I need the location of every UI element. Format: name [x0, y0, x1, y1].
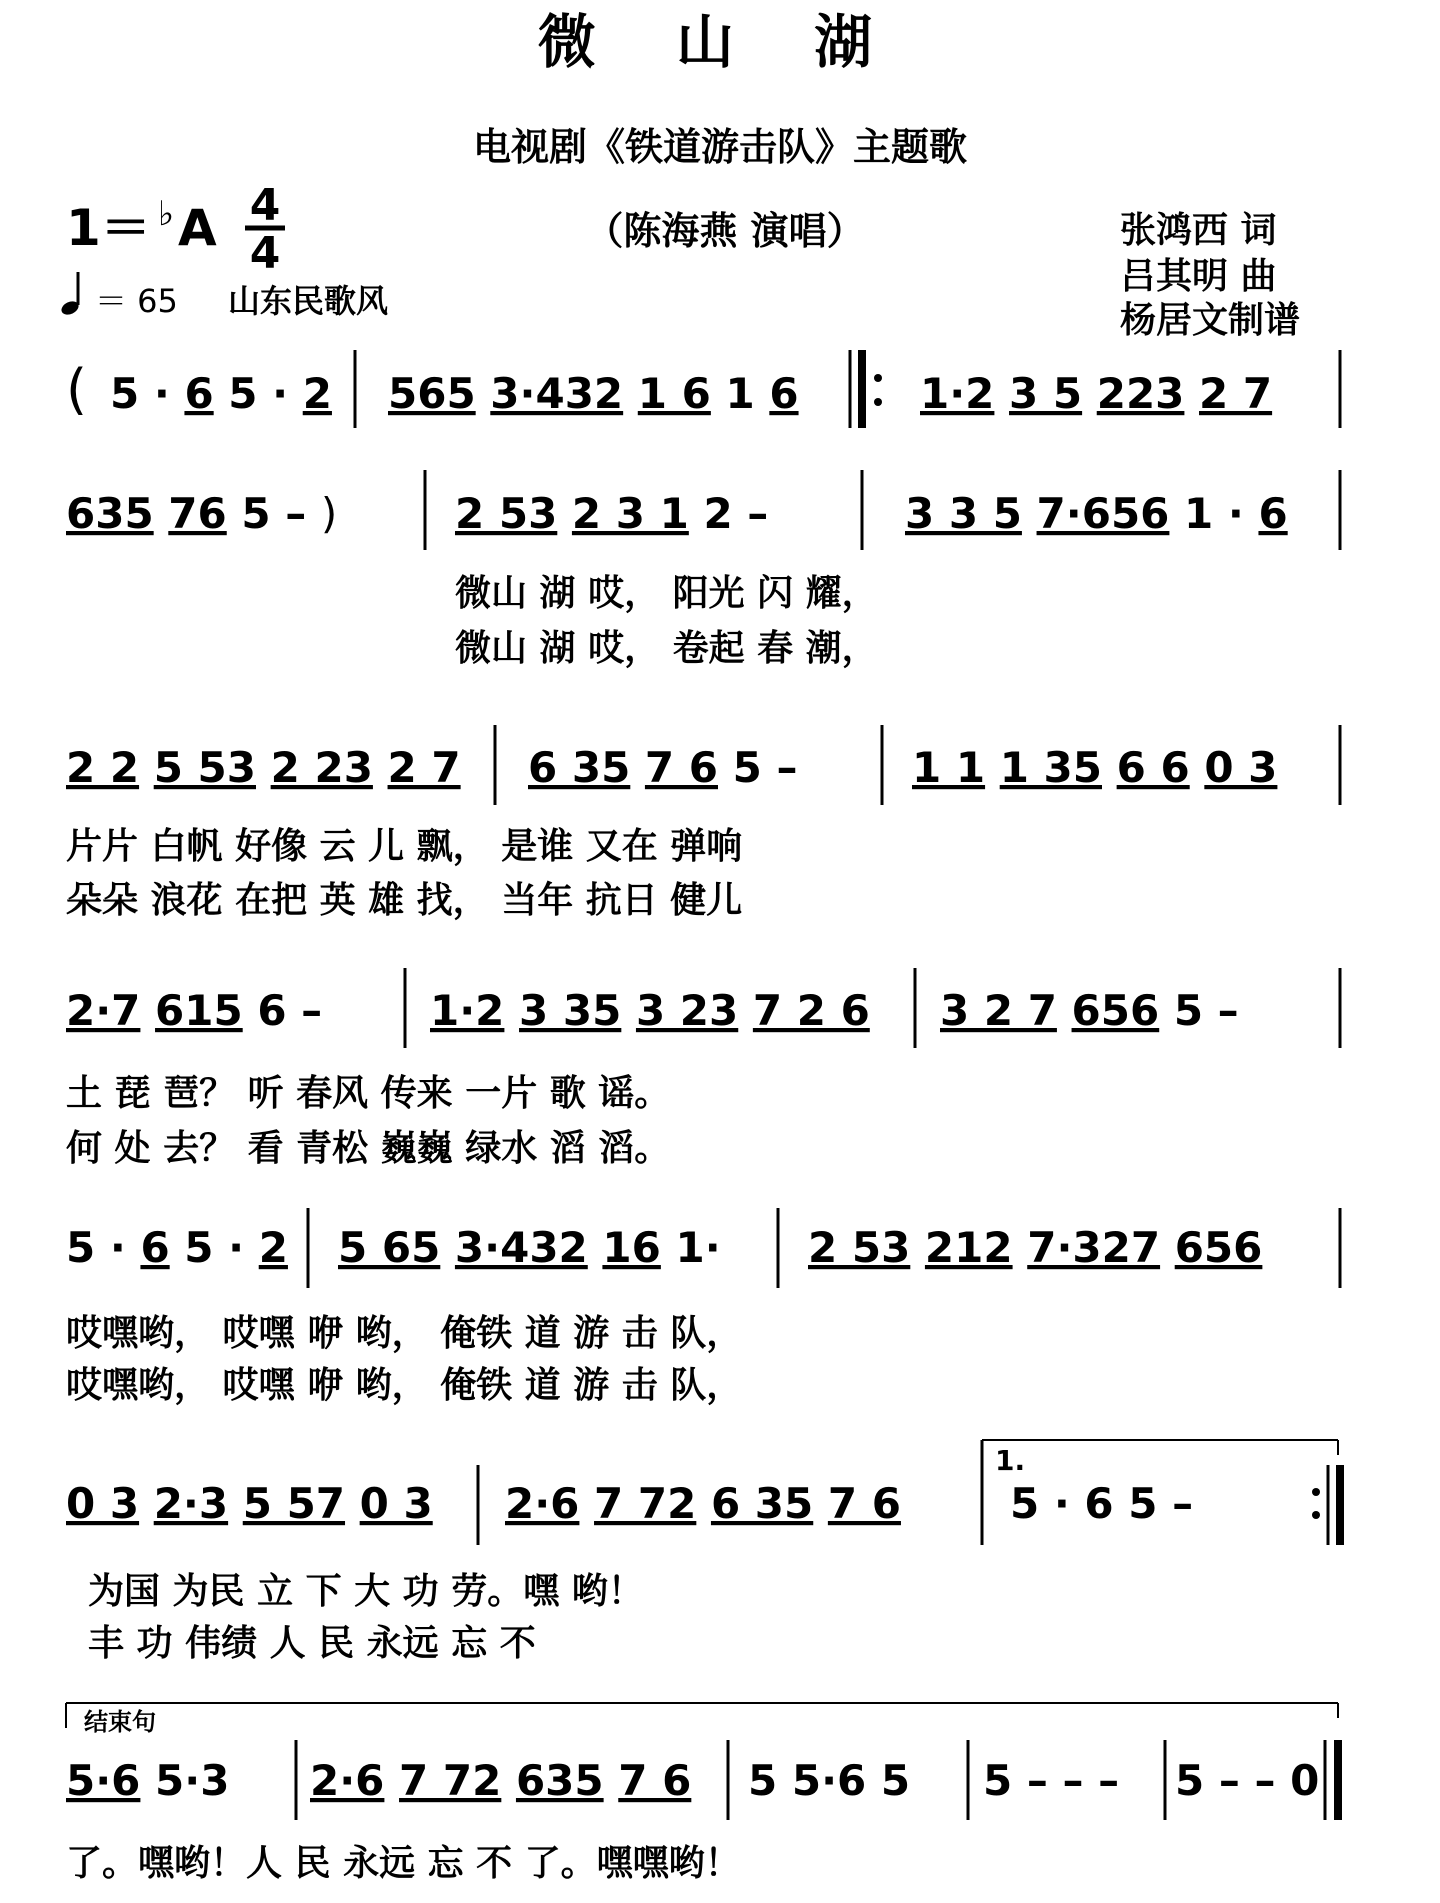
- lyric-line: 为国 为民 立 下 大 功 劳。嘿 哟！: [88, 1570, 644, 1612]
- lyric-line: 土 琵 琶？ 听 春风 传来 一片 歌 谣。: [66, 1072, 671, 1114]
- svg-text:5 · 6 5 –: 5 · 6 5 –: [1010, 1479, 1194, 1528]
- svg-text:5 – – 0: 5 – – 0: [1175, 1756, 1320, 1805]
- lyric-line: 哎嘿哟， 哎嘿 咿 哟， 俺铁 道 游 击 队，: [66, 1364, 743, 1406]
- system-6-lyrics: [88, 1570, 644, 1664]
- svg-text:＝ 65: ＝ 65: [95, 282, 178, 320]
- system-2-lyrics: [455, 572, 878, 669]
- lyric-line: 何 处 去？ 看 青松 巍巍 绿水 滔 滔。: [66, 1127, 671, 1169]
- lyric-line: 丰 功 伟绩 人 民 永远 忘 不: [88, 1622, 536, 1664]
- ending-bracket: [66, 1703, 1338, 1736]
- svg-text:1·2 3 35 3 23 7 2 6: 1·2 3 35 3 23 7 2 6: [430, 986, 870, 1035]
- volta-bracket: [982, 1440, 1338, 1477]
- svg-text:5·6 5·3: 5·6 5·3: [66, 1756, 230, 1805]
- lyricist-credit: 张鸿西 词: [1120, 209, 1277, 251]
- svg-text:2·7 615 6 –: 2·7 615 6 –: [66, 986, 323, 1035]
- svg-text:6 35 7 6 5 –: 6 35 7 6 5 –: [528, 743, 798, 792]
- system-3: [66, 725, 1340, 805]
- svg-text:1·2 3 5 223 2 7: 1·2 3 5 223 2 7: [920, 369, 1273, 418]
- system-5-lyrics: [66, 1312, 742, 1406]
- key-signature: [66, 194, 217, 257]
- svg-text:A: A: [178, 199, 217, 257]
- credits: [1120, 209, 1300, 341]
- system-7: [66, 1740, 1338, 1820]
- lyric-line: 片片 白帆 好像 云 儿 飘， 是谁 又在 弹响: [66, 825, 743, 867]
- lyric-line: 微山 湖 哎， 阳光 闪 耀，: [455, 572, 878, 614]
- system-7-lyrics: [66, 1842, 741, 1884]
- ending-label: 结束句: [84, 1707, 156, 1736]
- style-marking: 山东民歌风: [228, 282, 389, 320]
- svg-text:2·6 7 72 6 35 7 6: 2·6 7 72 6 35 7 6: [505, 1479, 901, 1528]
- time-signature: [245, 180, 285, 279]
- system-5: [66, 1208, 1340, 1288]
- svg-text:0 3 2·3 5 57 0 3: 0 3 2·3 5 57 0 3: [66, 1479, 433, 1528]
- svg-text:2 53 212 7·327 656: 2 53 212 7·327 656: [808, 1223, 1263, 1272]
- tempo-mark: [59, 272, 388, 320]
- svg-text:3 3 5 7·656 1 · 6: 3 3 5 7·656 1 · 6: [905, 489, 1288, 538]
- system-4-lyrics: [66, 1072, 670, 1169]
- svg-text:3 2 7 656 5 –: 3 2 7 656 5 –: [940, 986, 1239, 1035]
- svg-text:5 5·6 5: 5 5·6 5: [748, 1756, 911, 1805]
- svg-text:1＝: 1＝: [66, 199, 151, 257]
- svg-text:5 – – –: 5 – – –: [983, 1756, 1120, 1805]
- system-3-lyrics: [66, 825, 742, 921]
- composer-credit: 吕其明 曲: [1120, 255, 1277, 297]
- svg-text:5 65 3·432 16 1·: 5 65 3·432 16 1·: [338, 1223, 721, 1272]
- svg-text:565 3·432 1 6 1 6: 565 3·432 1 6 1 6: [388, 369, 799, 418]
- svg-text:4: 4: [249, 228, 281, 279]
- system-2: [66, 470, 1340, 550]
- system-1: [66, 350, 1340, 428]
- svg-text:2 53 2 3 1 2 –: 2 53 2 3 1 2 –: [455, 489, 769, 538]
- system-4: [66, 968, 1340, 1048]
- svg-text:4: 4: [249, 180, 281, 231]
- svg-text:♭: ♭: [158, 194, 175, 234]
- lyric-line: 微山 湖 哎， 卷起 春 潮，: [455, 627, 878, 669]
- svg-text:1.: 1.: [995, 1444, 1026, 1477]
- svg-text:2·6 7 72 635 7 6: 2·6 7 72 635 7 6: [310, 1756, 692, 1805]
- svg-text:5 · 6 5 · 2: 5 · 6 5 · 2: [110, 369, 332, 418]
- paren-open: (: [66, 358, 88, 421]
- lyric-line: 朵朵 浪花 在把 英 雄 找， 当年 抗日 健儿: [66, 879, 743, 921]
- system-6: [66, 1440, 1340, 1545]
- svg-text:2 2 5 53 2 23 2 7: 2 2 5 53 2 23 2 7: [66, 743, 461, 792]
- singer-credit: （陈海燕 演唱）: [585, 208, 865, 253]
- arranger-credit: 杨居文制谱: [1120, 299, 1301, 341]
- svg-text:5 · 6 5 · 2: 5 · 6 5 · 2: [66, 1223, 288, 1272]
- lyric-line: 了。嘿哟！人 民 永远 忘 不 了。嘿嘿哟！: [66, 1842, 741, 1884]
- lyric-line: 哎嘿哟， 哎嘿 咿 哟， 俺铁 道 游 击 队，: [66, 1312, 743, 1354]
- song-title: 微 山 湖: [537, 8, 903, 76]
- svg-text:635 76 5 – ): 635 76 5 – ): [66, 489, 338, 538]
- song-subtitle: 电视剧《铁道游击队》主题歌: [472, 124, 968, 169]
- svg-text:1 1 1 35 6 6 0 3: 1 1 1 35 6 6 0 3: [912, 743, 1278, 792]
